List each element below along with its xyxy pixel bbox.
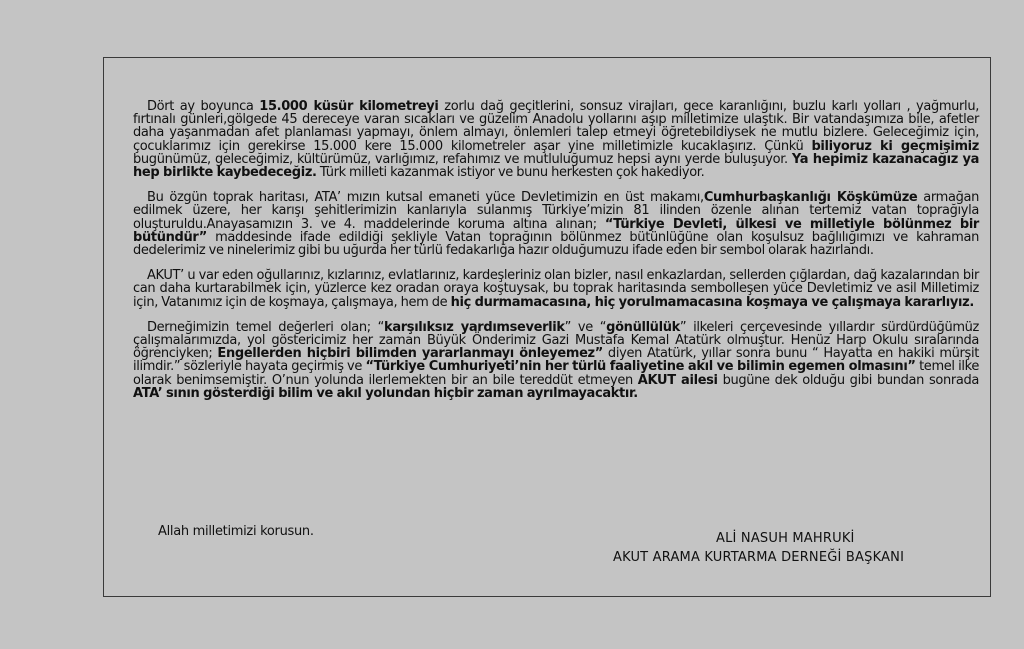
signatory-name: ALİ NASUH MAHRUKİ <box>716 531 855 546</box>
paragraph <box>133 100 979 179</box>
bold-text-run: 15.000 küsür kilometreyi <box>259 99 439 114</box>
closing-line: Allah milletimizi korusun. <box>158 524 314 539</box>
bold-text-run: Ya hepimiz kazanacağız ya hep birlikte kaybedeceğiz. <box>133 151 979 181</box>
text-run: bugünümüz, geleceğimiz, kültürümüz, varlığımız, refahımız ve mutluluğumuz hepsi aynı yerde buluşuyor. <box>133 151 792 167</box>
signatory-title: AKUT ARAMA KURTARMA DERNEĞİ BAŞKANI <box>613 550 905 565</box>
bold-text-run: karşılıksız yardımseverlik <box>384 319 565 335</box>
bold-text-run: “Türkiye Devleti, ülkesi ve milletiyle bölünmez bir bütündür” <box>133 216 979 245</box>
paragraph <box>133 191 979 257</box>
bold-text-run: hiç durmamacasına, hiç yorulmamacasına koşmaya ve çalışmaya kararlıyız. <box>450 294 974 310</box>
text-run: maddesinde ifade edildiği şekliyle Vatan toprağının bölünmez bütünlüğüne olan koşulsuz bağlılığımızı ve kahraman dedelerimiz ve ninelerimiz gibi bu uğurda her türlü fedakarlığa hazır olduğumuzu ifade eden bir sembol olarak hazırlandı. <box>133 229 979 259</box>
bold-text-run: “Türkiye Cumhuriyeti’nin her türlü faaliyetine akıl ve bilimin egemen olmasını” <box>365 359 916 375</box>
bold-text-run: biliyoruz ki geçmişimiz <box>811 138 979 154</box>
text-run: diyen Atatürk, yıllar sonra bunu “ Hayatta en hakiki mürşit ilimdir.” sözleriyle hayata geçirmiş ve <box>133 346 979 375</box>
signature-block <box>613 529 973 567</box>
text-run: Türk milleti kazanmak istiyor ve bunu herkesten çok hakediyor. <box>316 165 705 181</box>
text-run: Dört ay boyunca <box>147 99 260 114</box>
bold-text-run: Cumhurbaşkanlığı Köşkümüze <box>703 190 918 206</box>
text-run: temel ilke olarak benimsemiştir. O’nun yolunda ilerlemekten bir an bile tereddüt etmeyen <box>133 359 979 388</box>
text-run: Bu özgün toprak haritası, ATA’ mızın kutsal emaneti yüce Devletimizin en üst makamı, <box>147 190 704 206</box>
bold-text-run: AKUT ailesi <box>637 372 718 388</box>
text-run: AKUT’ u var eden oğullarınız, kızlarınız, evlatlarınız, kardeşleriniz olan bizler, nasıl enkazlardan, sellerden çığlardan, dağ kazalarından bir can daha kurtarabilmek için, yüzlerce kez oradan oraya koştuysak, bu toprak haritasında sembolleşen yüce Devletimiz ve asil Milletimiz için, Vatanımız için de koşmaya, çalışmaya, hem de <box>133 268 979 310</box>
text-run: bugüne dek olduğu gibi bundan sonrada <box>717 372 980 388</box>
text-run: ” ve “ <box>564 319 607 335</box>
paragraph <box>133 269 979 309</box>
text-run: Derneğimizin temel değerleri olan; “ <box>147 319 385 335</box>
bold-text-run: gönüllülük <box>606 319 680 335</box>
letter-body <box>133 100 979 412</box>
bold-text-run: ATA’ sının gösterdiği bilim ve akıl yolundan hiçbir zaman ayrılmayacaktır. <box>133 385 638 401</box>
text-run: zorlu dağ geçitlerini, sonsuz virajları, gece karanlığını, buzlu karlı yolları , yağmurlu, fırtınalı günleri,gölgede 45 dereceye varan sıcakları ve güzelim Anadolu yollarını aşıp milletimize ulaştık. Bir vatandaşımıza bile, afetler daha yaşanmadan afet planlaması yapmayı, önlem almayı, önlemleri talep etmeyi öğretebildiysek ne mutlu bizlere. Geleceğimiz için, çocuklarımız için gerekirse 15.000 kere 15.000 kilometreler aşar yine milletimizle kucaklaşırız. Çünkü <box>133 99 979 154</box>
paragraph <box>133 321 979 400</box>
text-run: armağan edilmek üzere, her karışı şehitlerimizin kanlarıyla sulanmış Türkiye’mizin 81 ilinden özenle alınan tertemiz vatan toprağıyla oluşturuldu.Anayasamızın 3. ve 4. maddelerinde koruma altına alınan; <box>133 190 979 232</box>
text-run: ” ilkeleri çerçevesinde yıllardır sürdürdüğümüz çalışmalarımızda, yol göstericimiz her zaman Büyük Önderimiz Gazi Mustafa Kemal Atatürk olmuştur. Henüz Harp Okulu sıralarında öğrenciyken; <box>133 319 980 362</box>
bold-text-run: Engellerden hiçbiri bilimden yararlanmayı önleyemez” <box>217 346 603 362</box>
